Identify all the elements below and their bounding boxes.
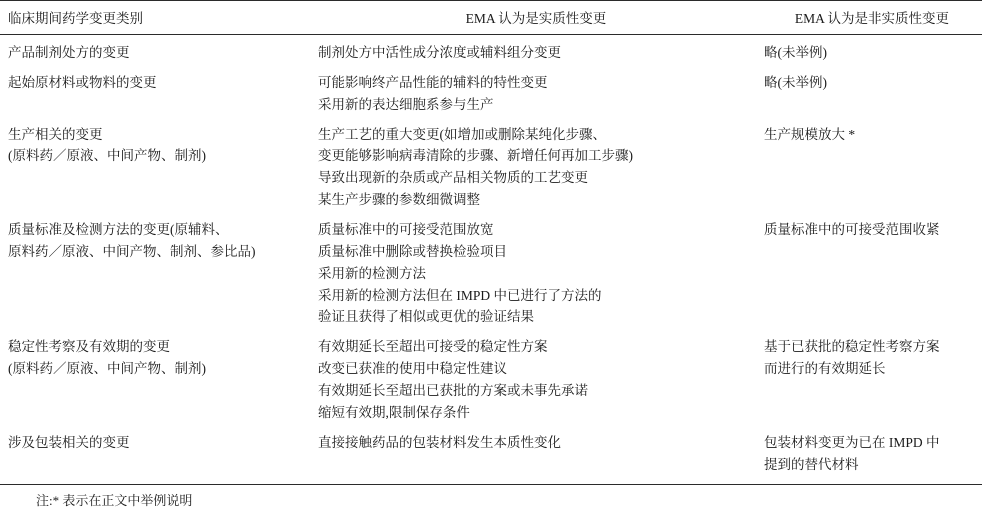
cell-substantial <box>310 330 762 425</box>
column-header-category: 临床期间药学变更类别 <box>0 1 310 35</box>
cell-line: 生产相关的变更 <box>8 126 103 142</box>
table-row <box>0 118 982 213</box>
cell-line: 质量标准中删除或替换检验项目 <box>318 243 507 259</box>
cell-line: 采用新的检测方法 <box>318 265 426 281</box>
cell-content <box>762 219 974 241</box>
cell-substantial <box>310 213 762 330</box>
table-row <box>0 35 982 66</box>
cell-category <box>0 118 310 213</box>
cell-line: 原料药／原液、中间产物、制剂、参比品) <box>8 243 256 259</box>
cell-line: 缩短有效期,限制保存条件 <box>318 404 470 420</box>
cell-substantial <box>310 118 762 213</box>
cell-line: 采用新的表达细胞系参与生产 <box>318 96 494 112</box>
cell-category <box>0 66 310 118</box>
cell-line: 基于已获批的稳定性考察方案 <box>764 339 940 355</box>
cell-line: (原料药／原液、中间产物、制剂) <box>8 361 206 377</box>
cell-category <box>0 330 310 425</box>
cell-line: 质量标准中的可接受范围收紧 <box>764 222 940 238</box>
cell-line: 包装材料变更为已在 IMPD 中 <box>764 434 940 450</box>
cell-line: 导致出现新的杂质或产品相关物质的工艺变更 <box>318 170 588 186</box>
cell-category <box>0 426 310 478</box>
table-header <box>0 1 982 35</box>
spacer-cell <box>762 477 982 485</box>
cell-line: 有效期延长至超出已获批的方案或未事先承诺 <box>318 383 588 399</box>
cell-substantial <box>310 66 762 118</box>
cell-content <box>762 336 974 380</box>
cell-line: 某生产步骤的参数细微调整 <box>318 192 480 208</box>
cell-line: 质量标准及检测方法的变更(原辅料、 <box>8 222 229 238</box>
cell-line: 可能影响终产品性能的辅料的特性变更 <box>318 74 548 90</box>
column-header-nonsubstantial: EMA 认为是非实质性变更 <box>762 1 982 35</box>
cell-line: 改变已获准的使用中稳定性建议 <box>318 361 507 377</box>
table-spacer-row <box>0 477 982 485</box>
cell-line: 而进行的有效期延长 <box>764 361 886 377</box>
cell-category <box>0 35 310 66</box>
cell-line: 生产工艺的重大变更(如增加或删除某纯化步骤、 <box>318 126 606 142</box>
cell-content <box>762 432 974 476</box>
table-row <box>0 426 982 478</box>
cell-category <box>0 213 310 330</box>
cell-line: 有效期延长至超出可接受的稳定性方案 <box>318 339 548 355</box>
cell-line: 采用新的检测方法但在 IMPD 中已进行了方法的 <box>318 287 602 303</box>
cell-line: (原料药／原液、中间产物、制剂) <box>8 148 206 164</box>
cell-content <box>762 72 974 94</box>
table-body <box>0 35 982 485</box>
cell-line: 提到的替代材料 <box>764 456 859 472</box>
table-row <box>0 66 982 118</box>
cell-substantial <box>310 35 762 66</box>
cell-nonsubstantial <box>762 426 982 478</box>
cell-nonsubstantial <box>762 330 982 425</box>
cell-line: 产品制剂处方的变更 <box>8 45 130 60</box>
cell-nonsubstantial <box>762 118 982 213</box>
cell-nonsubstantial <box>762 66 982 118</box>
cell-line: 略(未举例) <box>764 45 827 60</box>
cell-nonsubstantial <box>762 213 982 330</box>
cell-content <box>762 42 974 64</box>
cell-line: 验证且获得了相似或更优的验证结果 <box>318 309 534 325</box>
table-row <box>0 213 982 330</box>
table-header-row <box>0 1 982 35</box>
spacer-cell <box>310 477 762 485</box>
cell-line: 直接接触药品的包装材料发生本质性变化 <box>318 434 561 450</box>
cell-line: 略(未举例) <box>764 74 827 90</box>
cell-line: 涉及包装相关的变更 <box>8 434 130 450</box>
cell-line: 稳定性考察及有效期的变更 <box>8 339 170 355</box>
cell-line: 制剂处方中活性成分浓度或辅料组分变更 <box>318 45 561 60</box>
cell-line: 生产规模放大 * <box>764 126 856 142</box>
cell-nonsubstantial <box>762 35 982 66</box>
cell-line: 质量标准中的可接受范围放宽 <box>318 222 494 238</box>
cell-line: 变更能够影响病毒清除的步骤、新增任何再加工步骤) <box>318 148 633 164</box>
table-footnote-row <box>0 485 982 515</box>
spacer-cell <box>0 477 310 485</box>
cell-line: 起始原材料或物料的变更 <box>8 74 157 90</box>
table-footer <box>0 485 982 515</box>
cell-content <box>762 124 974 146</box>
cell-substantial <box>310 426 762 478</box>
table-row <box>0 330 982 425</box>
column-header-substantial: EMA 认为是实质性变更 <box>310 1 762 35</box>
table-footnote: 注:* 表示在正文中举例说明 <box>0 485 982 515</box>
